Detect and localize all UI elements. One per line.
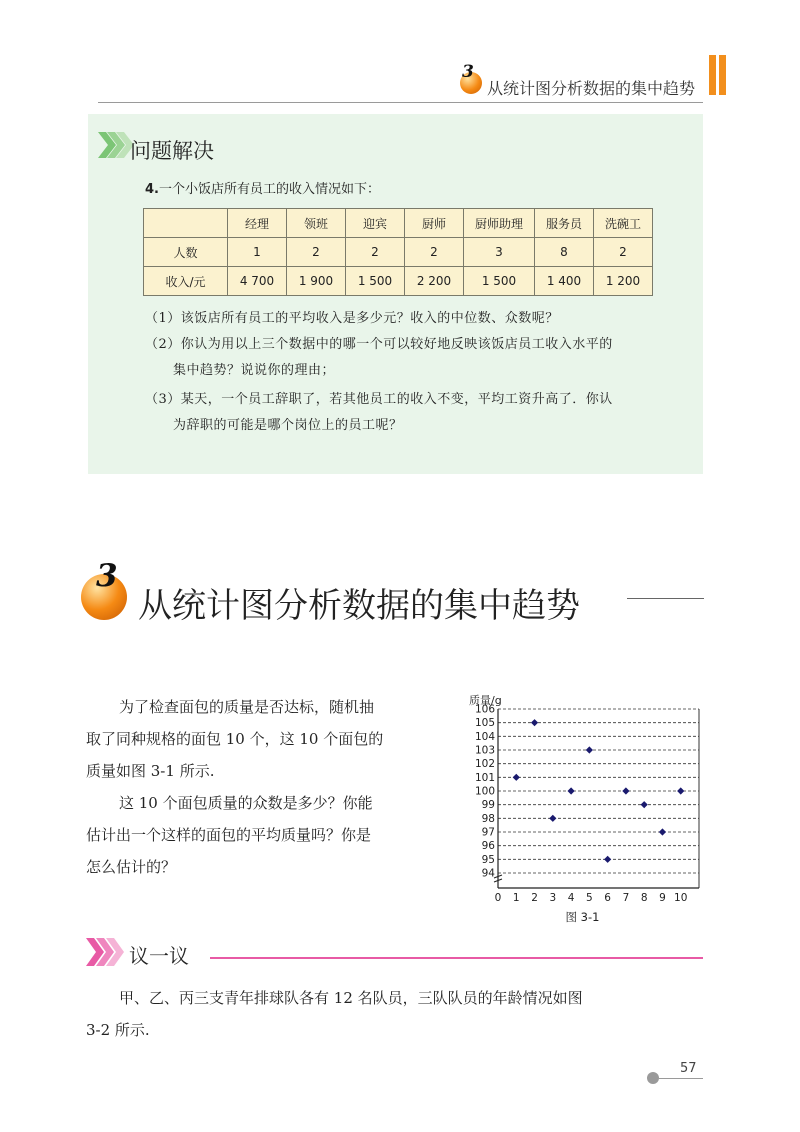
x-tick-label: 6	[604, 892, 611, 904]
text-line: 3-2 所示.	[86, 1021, 150, 1039]
y-tick-label: 102	[474, 758, 495, 771]
x-tick-label: 5	[586, 892, 593, 904]
text-line: 甲、乙、丙三支青年排球队各有 12 名队员，三队队员的年龄情况如图	[119, 989, 583, 1007]
chevrons-icon	[86, 938, 124, 966]
table-header-cell: 经理	[228, 209, 287, 238]
text-line: 这 10 个面包质量的众数是多少？你能	[119, 794, 373, 812]
discuss-rule	[210, 957, 703, 959]
data-point	[604, 856, 611, 863]
income-table	[143, 208, 653, 296]
running-header-number: 3	[462, 62, 474, 82]
footer-rule	[659, 1078, 703, 1079]
table-cell: 4 700	[228, 267, 287, 296]
x-tick-label: 8	[640, 892, 648, 904]
table-corner	[144, 209, 228, 238]
y-tick-label: 99	[481, 799, 495, 812]
table-cell: 2	[346, 238, 405, 267]
data-point	[567, 787, 574, 794]
section-rule	[627, 598, 704, 599]
table-header-cell: 迎宾	[346, 209, 405, 238]
table-header-cell: 服务员	[535, 209, 594, 238]
problem-solving-box	[88, 114, 703, 474]
y-tick-label: 101	[474, 771, 495, 784]
x-tick-label: 10	[674, 892, 688, 904]
data-point	[677, 787, 684, 794]
table-cell: 3	[464, 238, 535, 267]
table-header-cell: 厨师助理	[464, 209, 535, 238]
table-cell: 2	[405, 238, 464, 267]
footer-dot-decoration	[647, 1072, 659, 1084]
table-header-cell: 领班	[287, 209, 346, 238]
bread-mass-scatter-chart	[467, 693, 707, 923]
y-tick-label: 97	[481, 826, 495, 839]
text-line: 估计出一个这样的面包的平均质量吗？你是	[86, 826, 372, 844]
table-cell: 2	[287, 238, 346, 267]
data-point	[641, 801, 648, 808]
y-tick-label: 95	[481, 853, 495, 866]
paragraph	[86, 787, 438, 883]
chart-caption: 图 3-1	[565, 910, 600, 923]
y-tick-label: 100	[474, 785, 495, 798]
running-header-title: 从统计图分析数据的集中趋势	[487, 79, 696, 98]
intro-text: 一个小饭店所有员工的收入情况如下：	[158, 182, 380, 197]
table-header-row	[144, 209, 653, 238]
header-bar-decoration	[719, 55, 726, 95]
y-tick-label: 96	[481, 840, 495, 853]
question-line: （1）该饭店所有员工的平均收入是多少元？收入的中位数、众数呢？	[145, 311, 559, 326]
y-tick-label: 106	[474, 703, 495, 716]
header-bar-decoration	[709, 55, 716, 95]
x-tick-label: 1	[512, 892, 520, 904]
chevrons-icon	[98, 132, 134, 158]
problem-intro	[145, 178, 380, 197]
table-row	[144, 238, 653, 267]
question-line: （3）某天，一个员工辞职了，若其他员工的收入不变，平均工资升高了．你认	[145, 392, 613, 407]
text-line: 怎么估计的？	[86, 858, 177, 876]
x-tick-label: 3	[549, 892, 557, 904]
table-cell: 1 500	[464, 267, 535, 296]
x-tick-label: 0	[494, 892, 502, 904]
question-line: 为辞职的可能是哪个岗位上的员工呢？	[173, 418, 403, 433]
discuss-paragraph	[86, 982, 706, 1046]
page-number: 57	[680, 1061, 697, 1076]
section-title: 从统计图分析数据的集中趋势	[138, 586, 580, 626]
y-tick-label: 104	[474, 730, 495, 743]
y-axis-label: 质量/g	[469, 694, 502, 707]
table-header-cell: 洗碗工	[594, 209, 653, 238]
data-point	[586, 746, 593, 753]
data-point	[531, 719, 538, 726]
header-rule	[98, 102, 703, 103]
text-line: 取了同种规格的面包 10 个，这 10 个面包的	[86, 730, 384, 748]
table-cell: 1 200	[594, 267, 653, 296]
table-cell: 1 900	[287, 267, 346, 296]
table-cell: 1	[228, 238, 287, 267]
row-header: 收入/元	[144, 267, 228, 296]
table-cell: 2 200	[405, 267, 464, 296]
table-cell: 8	[535, 238, 594, 267]
box-title: 问题解决	[130, 139, 214, 163]
y-tick-label: 103	[474, 744, 495, 757]
running-header	[455, 64, 745, 100]
paragraph	[86, 691, 438, 787]
table-cell: 2	[594, 238, 653, 267]
section-number: 3	[96, 558, 118, 594]
y-tick-label: 98	[481, 812, 495, 825]
x-tick-label: 7	[622, 892, 630, 904]
table-header-cell: 厨师	[405, 209, 464, 238]
x-tick-label: 2	[531, 892, 538, 904]
table-row	[144, 267, 653, 296]
data-point	[622, 787, 629, 794]
text-line: 质量如图 3-1 所示.	[86, 762, 215, 780]
table-cell: 1 400	[535, 267, 594, 296]
data-point	[513, 774, 520, 781]
y-tick-label: 105	[474, 717, 495, 730]
text-line: 为了检查面包的质量是否达标，随机抽	[119, 698, 375, 716]
x-tick-label: 9	[659, 892, 666, 904]
y-tick-label: 94	[481, 867, 495, 880]
row-header: 人数	[144, 238, 228, 267]
data-point	[549, 815, 556, 822]
data-point	[659, 828, 666, 835]
question-line: （2）你认为用以上三个数据中的哪一个可以较好地反映该饭店员工收入水平的	[145, 337, 613, 352]
question-line: 集中趋势？说说你的理由；	[173, 363, 336, 378]
x-tick-label: 4	[567, 892, 575, 904]
discuss-title: 议一议	[129, 944, 189, 968]
item-number: 4.	[145, 182, 159, 197]
table-cell: 1 500	[346, 267, 405, 296]
